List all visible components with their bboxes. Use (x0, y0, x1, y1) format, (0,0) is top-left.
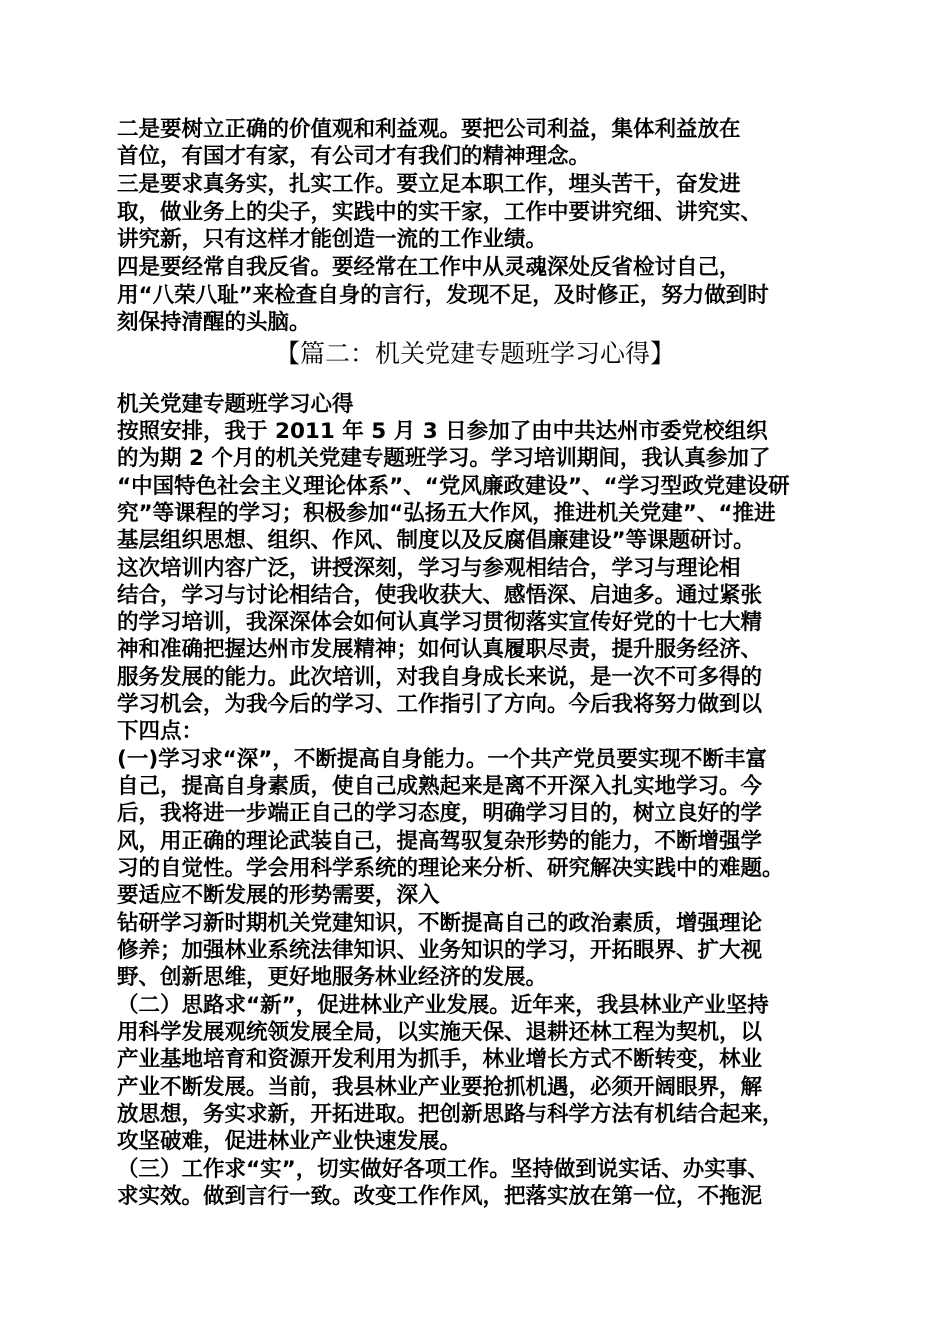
paragraph-line: 二是要树立正确的价值观和利益观。要把公司利益，集体利益放在 (117, 117, 741, 142)
paragraph-line: 学习机会，为我今后的学习、工作指引了方向。今后我将努力做到以 (117, 692, 763, 717)
paragraph-line: 这次培训内容广泛，讲授深刻，学习与参观相结合，学习与理论相 (117, 556, 741, 581)
paragraph-line: 用“八荣八耻”来检查自身的言行，发现不足，及时修正，努力做到时 (117, 283, 769, 308)
article-title: 机关党建专题班学习心得 (117, 392, 354, 417)
paragraph-line: 要适应不断发展的形势需要，深入 (117, 883, 440, 908)
paragraph-line: （二）思路求“新”，促进林业产业发展。近年来，我县林业产业坚持 (117, 993, 769, 1018)
section-heading: 【篇二：机关党建专题班学习心得】 (274, 339, 675, 368)
paragraph-line: 产业不断发展。当前，我县林业产业要抢抓机遇，必须开阔眼界，解 (117, 1075, 763, 1100)
paragraph-line: 攻坚破难，促进林业产业快速发展。 (117, 1129, 462, 1154)
paragraph-line: 刻保持清醒的头脑。 (117, 310, 311, 335)
paragraph-line: 野、创新思维，更好地服务林业经济的发展。 (117, 965, 548, 990)
paragraph-line: 结合，学习与讨论相结合，使我收获大、感悟深、启迪多。通过紧张 (117, 583, 763, 608)
paragraph-line: “中国特色社会主义理论体系”、“党风廉政建设”、“学习型政党建设研 (117, 474, 790, 499)
paragraph-line: 习的自觉性。学会用科学系统的理论来分析、研究解决实践中的难题。 (117, 856, 784, 881)
paragraph-line: 基层组织思想、组织、作风、制度以及反腐倡廉建设”等课题研讨。 (117, 528, 755, 553)
paragraph-line: 风，用正确的理论武装自己，提高驾驭复杂形势的能力，不断增强学 (117, 829, 763, 854)
paragraph-line: 服务发展的能力。此次培训，对我自身成长来说，是一次不可多得的 (117, 665, 763, 690)
paragraph-line: (一)学习求“深”，不断提高自身能力。一个共产党员要实现不断丰富 (117, 747, 767, 772)
paragraph-line: 神和准确把握达州市发展精神；如何认真履职尽责，提升服务经济、 (117, 637, 763, 662)
paragraph-line: 后，我将进一步端正自己的学习态度，明确学习目的，树立良好的学 (117, 801, 763, 826)
paragraph-line: 三是要求真务实，扎实工作。要立足本职工作，埋头苦干，奋发进 (117, 172, 741, 197)
paragraph-line: 钻研学习新时期机关党建知识，不断提高自己的政治素质，增强理论 (117, 911, 763, 936)
paragraph-line: 求实效。做到言行一致。改变工作作风，把落实放在第一位，不拖泥 (117, 1184, 763, 1209)
paragraph-line: 的为期 2 个月的机关党建专题班学习。学习培训期间，我认真参加了 (117, 446, 771, 471)
paragraph-line: 四是要经常自我反省。要经常在工作中从灵魂深处反省检讨自己， (117, 255, 741, 280)
paragraph-line: 自己，提高自身素质，使自己成熟起来是离不开深入扎实地学习。今 (117, 774, 763, 799)
paragraph-line: 按照安排，我于 2011 年 5 月 3 日参加了由中共达州市委党校组织 (117, 419, 768, 444)
paragraph-line: 下四点： (117, 719, 204, 744)
paragraph-line: 首位，有国才有家，有公司才有我们的精神理念。 (117, 144, 591, 169)
paragraph-line: （三）工作求“实”，切实做好各项工作。坚持做到说实话、办实事、 (117, 1157, 769, 1182)
paragraph-line: 修养；加强林业系统法律知识、业务知识的学习，开拓眼界、扩大视 (117, 938, 763, 963)
paragraph-line: 放思想，务实求新，开拓进取。把创新思路与科学方法有机结合起来， (117, 1102, 784, 1127)
paragraph-line: 讲究新，只有这样才能创造一流的工作业绩。 (117, 227, 548, 252)
paragraph-line: 用科学发展观统领发展全局，以实施天保、退耕还林工程为契机，以 (117, 1020, 763, 1045)
paragraph-line: 究”等课程的学习；积极参加“弘扬五大作风，推进机关党建”、“推进 (117, 501, 776, 526)
paragraph-line: 取，做业务上的尖子，实践中的实干家，工作中要讲究细、讲究实、 (117, 200, 763, 225)
paragraph-line: 产业基地培育和资源开发利用为抓手，林业增长方式不断转变，林业 (117, 1047, 763, 1072)
paragraph-line: 的学习培训，我深深体会如何认真学习贯彻落实宣传好党的十七大精 (117, 610, 763, 635)
